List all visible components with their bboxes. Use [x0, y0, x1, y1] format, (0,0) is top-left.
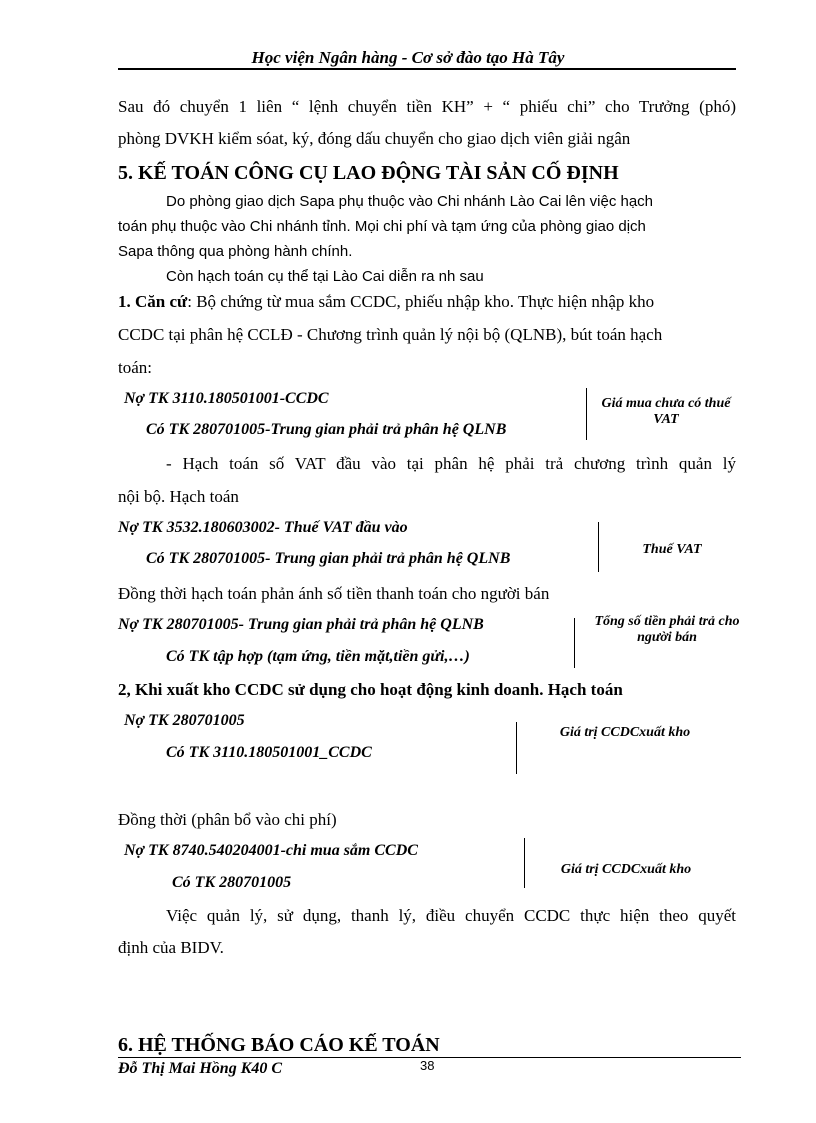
basis-line-1	[118, 292, 654, 312]
entry-4-credit: Có TK 3110.180501001_CCDC	[166, 744, 372, 761]
entry-3-note: Tổng số tiền phải trả cho người bán	[594, 614, 740, 645]
entry-2-debit: Nợ TK 3532.180603002- Thuế VAT đầu vào	[118, 519, 408, 536]
entry-2-note: Thuế VAT	[642, 542, 702, 557]
entry-3-divider	[574, 618, 575, 668]
s5-para1-line3: Sapa thông qua phòng hành chính.	[118, 243, 353, 260]
entry-5-debit: Nợ TK 8740.540204001-chi mua sắm CCDC	[124, 842, 418, 859]
page-header: Học viện Ngân hàng - Cơ sở đào tạo Hà Tây	[251, 48, 565, 67]
entry-1-credit: Có TK 280701005-Trung gian phải trả phân hệ QLNB	[146, 421, 507, 438]
vat-line-2: nội bộ. Hạch toán	[118, 487, 239, 506]
s5-para2: Còn hạch toán cụ thể tại Lào Cai diễn ra nh sau	[166, 268, 484, 285]
management-line-1: Việc quản lý, sử dụng, thanh lý, điều chuyển CCDC thực hiện theo quyết	[166, 906, 736, 925]
header-rule	[118, 68, 736, 70]
basis-line-2: CCDC tại phân hệ CCLĐ - Chương trình quản lý nội bộ (QLNB), bút toán hạch	[118, 325, 663, 344]
entry-5-note: Giá trị CCDCxuất kho	[560, 862, 692, 877]
basis-text: : Bộ chứng từ mua sắm CCDC, phiếu nhập kho. Thực hiện nhập kho	[187, 292, 655, 311]
simultaneous-allocation-line: Đồng thời (phân bổ vào chi phí)	[118, 810, 337, 829]
intro-line-1: Sau đó chuyển 1 liên “ lệnh chuyển tiền KH” + “ phiếu chi” cho Trưởng (phó)	[118, 97, 736, 116]
management-line-2: định của BIDV.	[118, 938, 224, 957]
simultaneous-line: Đồng thời hạch toán phản ánh số tiền thanh toán cho người bán	[118, 584, 550, 603]
vat-line-1: - Hạch toán số VAT đầu vào tại phân hệ phải trả chương trình quản lý	[166, 454, 736, 473]
s5-para1-line2: toán phụ thuộc vào Chi nhánh tỉnh. Mọi chi phí và tạm ứng của phòng giao dịch	[118, 218, 646, 235]
basis-line-3: toán:	[118, 358, 152, 377]
entry-4-debit: Nợ TK 280701005	[124, 712, 245, 729]
entry-5-credit: Có TK 280701005	[172, 874, 292, 891]
entry-1-note: Giá mua chưa có thuế VAT	[601, 396, 731, 427]
entry-2-divider	[598, 522, 599, 572]
entry-3-debit: Nợ TK 280701005- Trung gian phải trả phân hệ QLNB	[118, 616, 484, 633]
basis-label: 1. Căn cứ	[118, 292, 188, 311]
section-6-title: 6. HỆ THỐNG BÁO CÁO KẾ TOÁN	[118, 1034, 440, 1056]
entry-4-divider	[516, 722, 517, 774]
section-5-title: 5. KẾ TOÁN CÔNG CỤ LAO ĐỘNG TÀI SẢN CỐ ĐỊNH	[118, 162, 619, 184]
intro-line-2: phòng DVKH kiểm sóat, ký, đóng dấu chuyển cho giao dịch viên giải ngân	[118, 129, 631, 148]
entry-1-debit: Nợ TK 3110.180501001-CCDC	[124, 390, 329, 407]
s5-para1-line1: Do phòng giao dịch Sapa phụ thuộc vào Chi nhánh Lào Cai lên việc hạch	[166, 193, 654, 210]
entry-1-divider	[586, 388, 587, 440]
page-number: 38	[420, 1058, 435, 1073]
section-2-title: 2, Khi xuất kho CCDC sử dụng cho hoạt động kinh doanh. Hạch toán	[118, 680, 623, 699]
entry-3-credit: Có TK tập hợp (tạm ứng, tiền mặt,tiền gửi,…)	[166, 648, 470, 665]
entry-5-divider	[524, 838, 525, 888]
footer-author: Đỗ Thị Mai Hồng K40 C	[118, 1060, 283, 1077]
entry-2-credit: Có TK 280701005- Trung gian phải trả phân hệ QLNB	[146, 550, 511, 567]
entry-4-note: Giá trị CCDCxuất kho	[559, 725, 691, 740]
